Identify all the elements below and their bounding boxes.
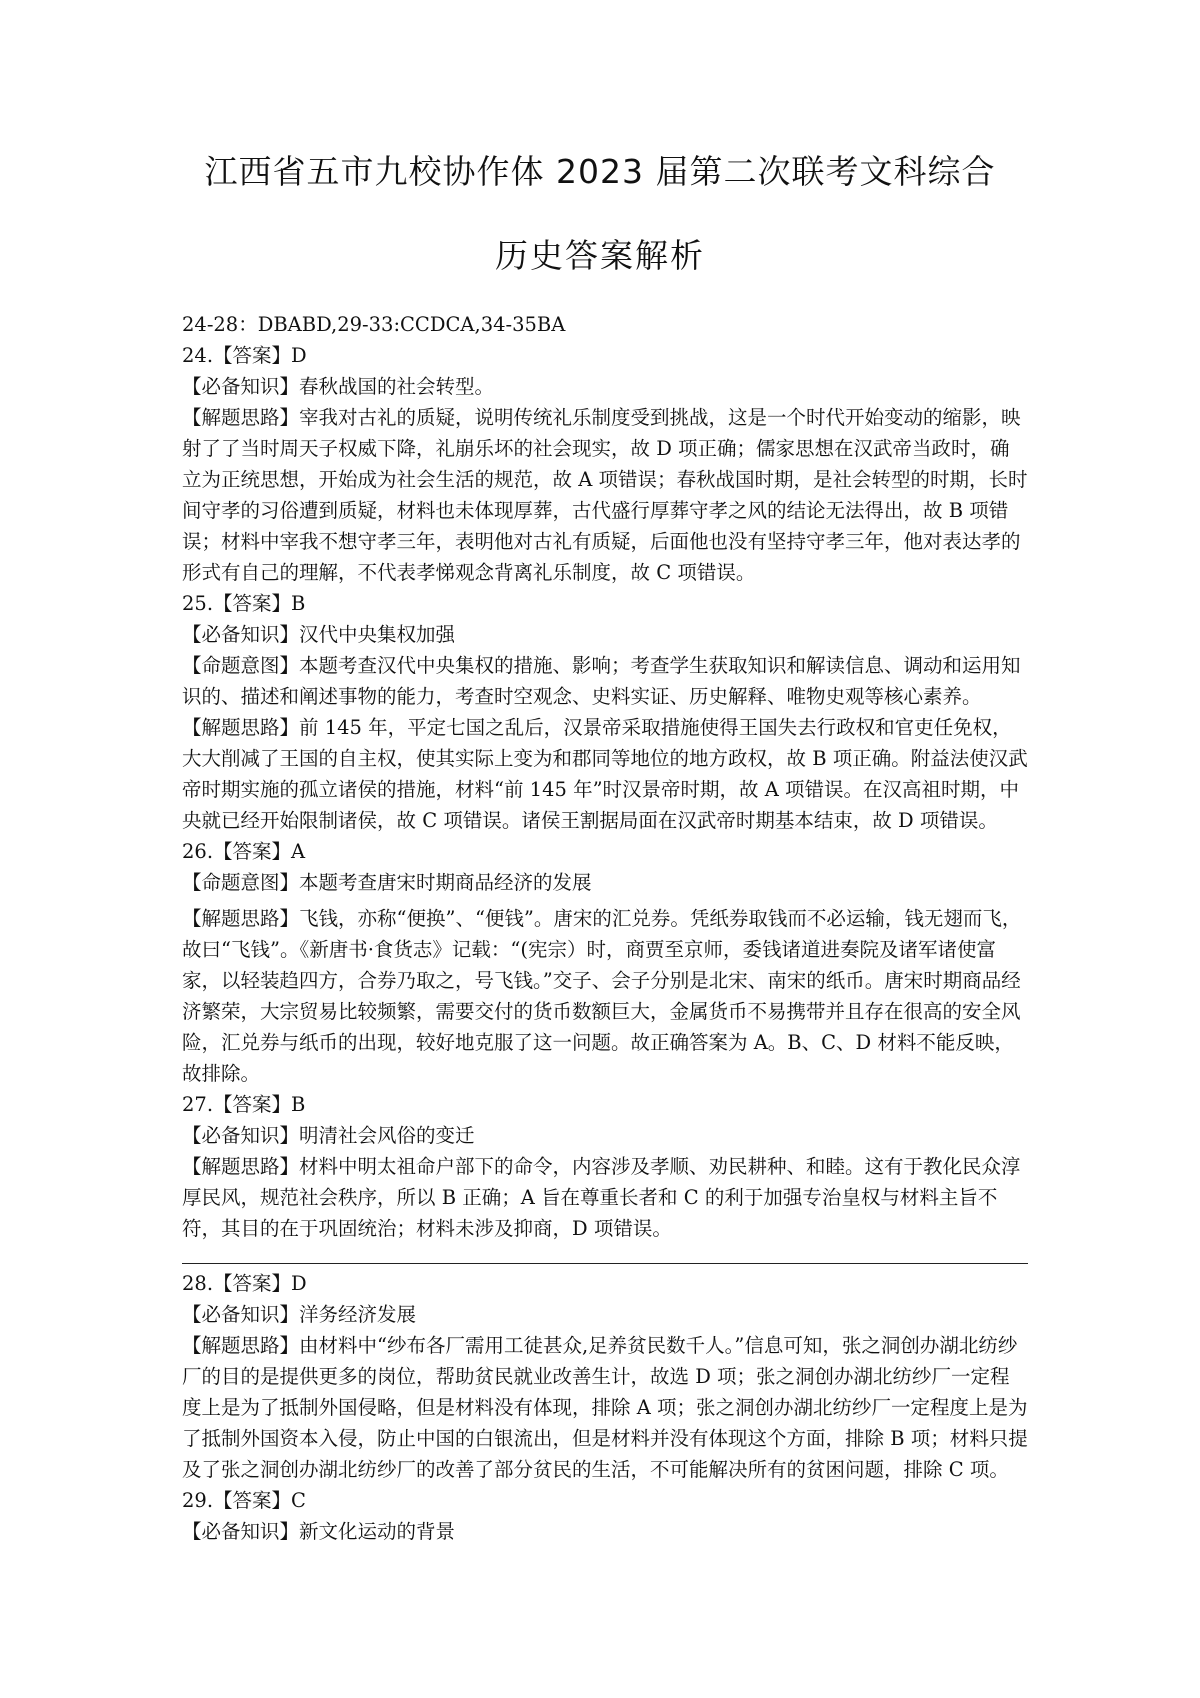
knowledge-line: 【必备知识】春秋战国的社会转型。 bbox=[182, 375, 495, 398]
question-29 bbox=[182, 1485, 1028, 1547]
intent-paragraph: 【命题意图】本题考查汉代中央集权的措施、影响；考查学生获取知识和解读信息、调动和运用知识的、描述和阐述事物的能力，考查时空观念、史料实证、历史解释、唯物史观等核心素养。 bbox=[182, 654, 1021, 708]
reasoning-paragraph: 【解题思路】前 145 年，平定七国之乱后，汉景帝采取措施使得王国失去行政权和官吏任免权，大大削减了王国的自主权，使其实际上变为和郡同等地位的地方政权，故 B 项正确。附益法使汉武帝时期实施的孤立诸侯的措施，材料“前 145 年”时汉景帝时期，故 A 项错误。在汉高祖时期，中央就已经开始限制诸侯，故 C 项错误。诸侯王割据局面在汉武帝时期基本结束，故 D 项错误。 bbox=[182, 716, 1028, 832]
answer-line: 25.【答案】B bbox=[182, 592, 306, 615]
reasoning-paragraph: 【解题思路】材料中明太祖命户部下的命令，内容涉及孝顺、劝民耕种、和睦。这有于教化民众淳厚民风，规范社会秩序，所以 B 正确；A 旨在尊重长者和 C 的利于加强专治皇权与材料主旨不符，其目的在于巩固统治；材料未涉及抑商，D 项错误。 bbox=[182, 1155, 1021, 1240]
reasoning-paragraph: 【解题思路】飞钱，亦称“便换”、“便钱”。唐宋的汇兑券。凭纸券取钱而不必运输，钱无翅而飞，故曰“飞钱”。《新唐书·食货志》记载：“(宪宗）时，商贾至京师，委钱诸道进奏院及诸军诸使富家，以轻装趋四方，合券乃取之，号飞钱。”交子、会子分别是北宋、南宋的纸币。唐宋时期商品经济繁荣，大宗贸易比较频繁，需要交付的货币数额巨大，金属货币不易携带并且存在很高的安全风险，汇兑券与纸币的出现，较好地克服了这一问题。故正确答案为 A。B、C、D 材料不能反映，故排除。 bbox=[182, 907, 1022, 1085]
answer-line: 27.【答案】B bbox=[182, 1093, 306, 1116]
document-subtitle: 历史答案解析 bbox=[495, 236, 705, 275]
question-26 bbox=[182, 836, 1028, 1089]
intent-line: 【命题意图】本题考查唐宋时期商品经济的发展 bbox=[182, 871, 592, 894]
knowledge-line: 【必备知识】洋务经济发展 bbox=[182, 1303, 417, 1326]
answer-line: 26.【答案】A bbox=[182, 840, 306, 863]
knowledge-line: 【必备知识】明清社会风俗的变迁 bbox=[182, 1124, 475, 1147]
question-24 bbox=[182, 340, 1028, 588]
section-divider bbox=[182, 1263, 1028, 1264]
reasoning-paragraph: 【解题思路】由材料中“纱布各厂需用工徒甚众,足养贫民数千人。”信息可知，张之洞创办湖北纺纱厂的目的是提供更多的岗位，帮助贫民就业改善生计，故选 D 项；张之洞创办湖北纺纱厂一定程度上是为了抵制外国侵略，但是材料没有体现，排除 A 项；张之洞创办湖北纺纱厂一定程度上是为了抵制外国资本入侵，防止中国的白银流出，但是材料并没有体现这个方面，排除 B 项；材料只提及了张之洞创办湖北纺纱厂的改善了部分贫民的生活，不可能解决所有的贫困问题，排除 C 项。 bbox=[182, 1334, 1028, 1481]
document-title: 江西省五市九校协作体 2023 届第二次联考文科综合 bbox=[204, 152, 996, 191]
answer-line: 29.【答案】C bbox=[182, 1489, 306, 1512]
answer-line: 28.【答案】D bbox=[182, 1272, 307, 1295]
answer-line: 24.【答案】D bbox=[182, 344, 307, 367]
question-25 bbox=[182, 588, 1028, 836]
reasoning-paragraph: 【解题思路】宰我对古礼的质疑，说明传统礼乐制度受到挑战，这是一个时代开始变动的缩影，映射了了当时周天子权威下降，礼崩乐坏的社会现实，故 D 项正确；儒家思想在汉武帝当政时，确立为正统思想，开始成为社会生活的规范，故 A 项错误；春秋战国时期，是社会转型的时期，长时间守孝的习俗遭到质疑，材料也未体现厚葬，古代盛行厚葬守孝之风的结论无法得出，故 B 项错误；材料中宰我不想守孝三年，表明他对古礼有质疑，后面他也没有坚持守孝三年，他对表达孝的形式有自己的理解，不代表孝悌观念背离礼乐制度，故 C 项错误。 bbox=[182, 406, 1028, 584]
knowledge-line: 【必备知识】新文化运动的背景 bbox=[182, 1520, 456, 1543]
answer-key: 24-28：DBABD,29-33:CCDCA,34-35BA bbox=[182, 313, 566, 336]
question-28 bbox=[182, 1268, 1028, 1485]
document-body bbox=[182, 309, 1028, 1547]
question-27 bbox=[182, 1089, 1028, 1244]
knowledge-line: 【必备知识】汉代中央集权加强 bbox=[182, 623, 456, 646]
